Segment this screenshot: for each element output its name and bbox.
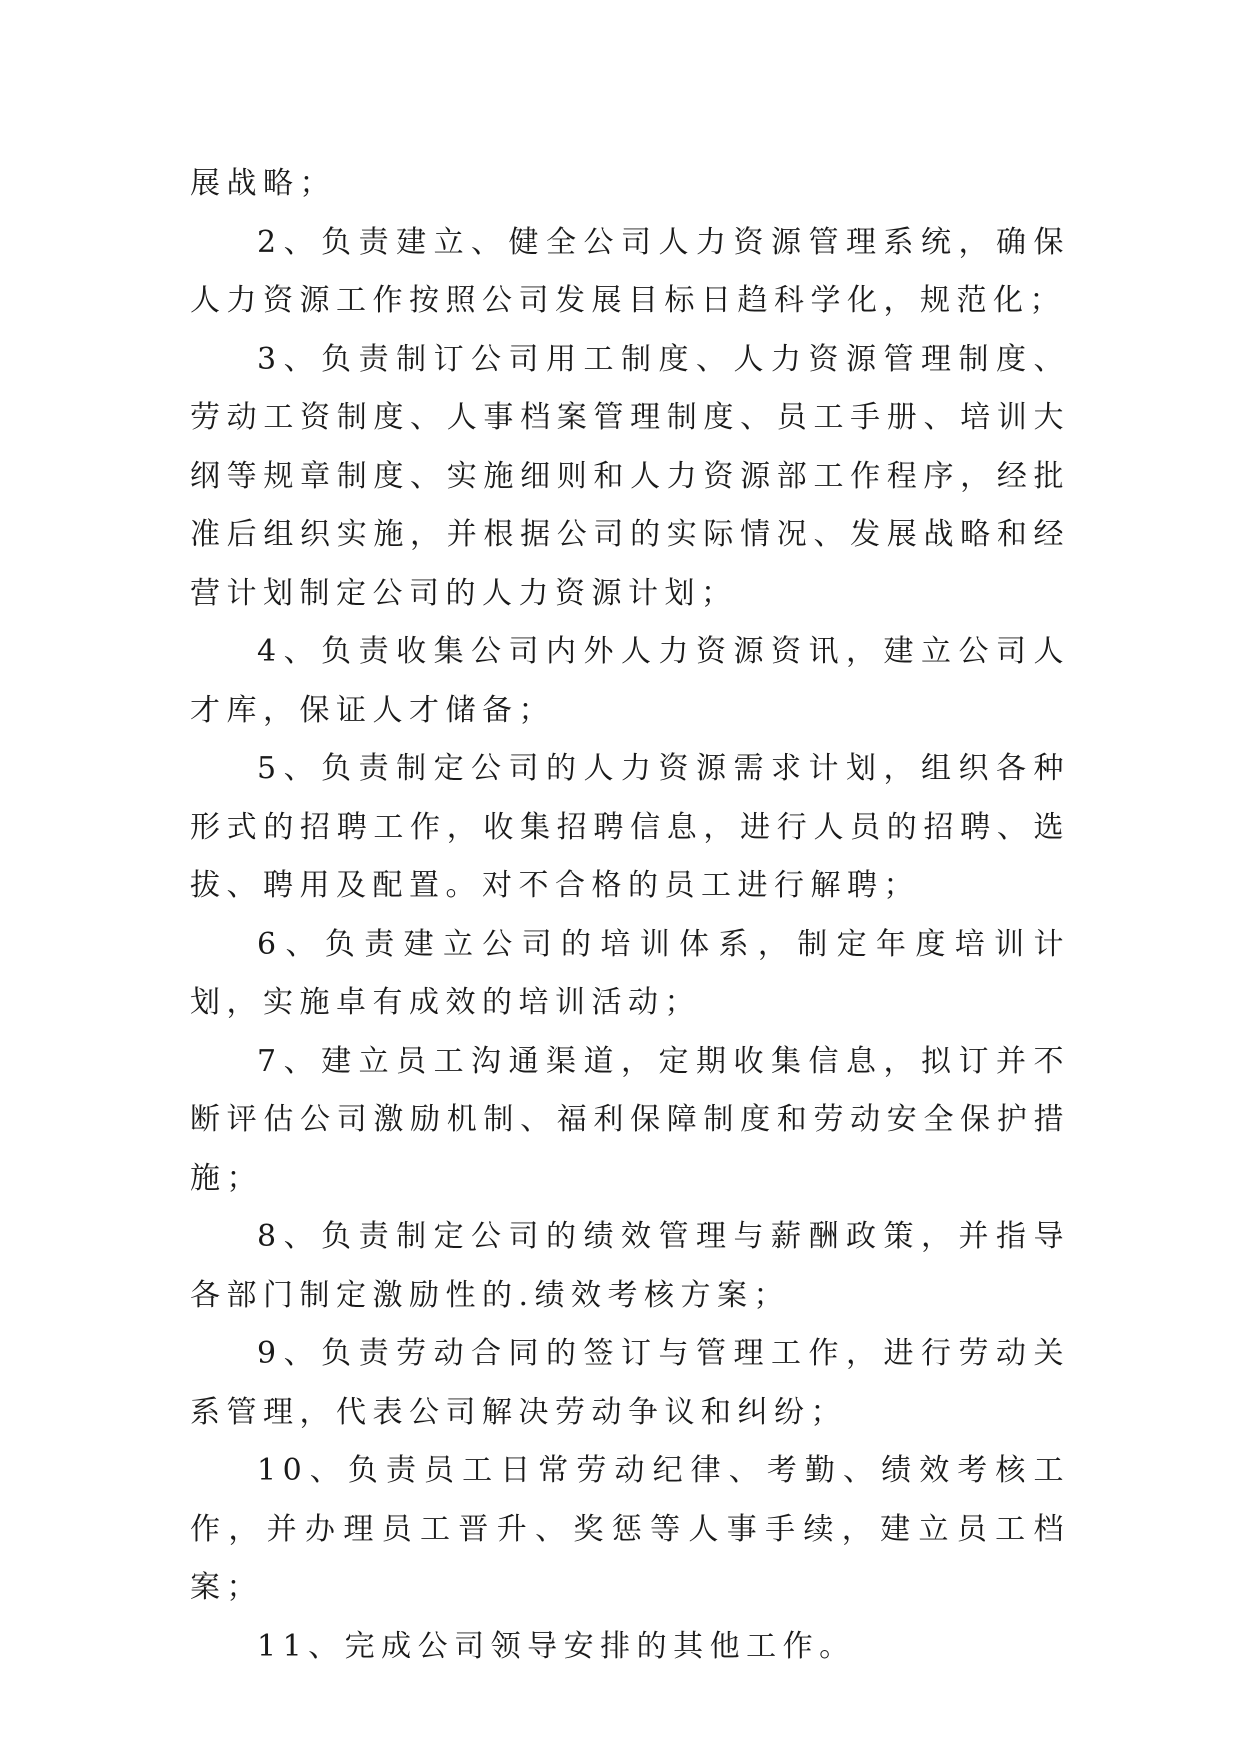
paragraph-item-9: 9、负责劳动合同的签订与管理工作，进行劳动关系管理，代表公司解决劳动争议和纠纷；	[190, 1336, 1070, 1430]
paragraph-item-11: 11、完成公司领导安排的其他工作。	[257, 1628, 856, 1664]
paragraph-item-4: 4、负责收集公司内外人力资源资讯，建立公司人才库，保证人才储备；	[190, 634, 1070, 728]
paragraph-item-5: 5、负责制定公司的人力资源需求计划，组织各种形式的招聘工作，收集招聘信息，进行人员的招聘、选拔、聘用及配置。对不合格的员工进行解聘；	[190, 751, 1070, 903]
paragraph-item-3: 3、负责制订公司用工制度、人力资源管理制度、劳动工资制度、人事档案管理制度、员工手册、培训大纲等规章制度、实施细则和人力资源部工作程序，经批准后组织实施，并根据公司的实际情况、发展战略和经营计划制定公司的人力资源计划；	[190, 341, 1070, 611]
document-body	[190, 155, 1070, 1676]
paragraph-item-7: 7、建立员工沟通渠道，定期收集信息，拟订并不断评估公司激励机制、福利保障制度和劳动安全保护措施；	[190, 1043, 1070, 1196]
paragraph-item-10: 10、负责员工日常劳动纪律、考勤、绩效考核工作，并办理员工晋升、奖惩等人事手续，建立员工档案；	[190, 1453, 1070, 1605]
paragraph-item-8: 8、负责制定公司的绩效管理与薪酬政策，并指导各部门制定激励性的.绩效考核方案；	[190, 1219, 1070, 1313]
paragraph-item-2: 2、负责建立、健全公司人力资源管理系统，确保人力资源工作按照公司发展目标日趋科学化，规范化；	[190, 224, 1070, 318]
paragraph-item-6: 6、负责建立公司的培训体系，制定年度培训计划，实施卓有成效的培训活动；	[190, 926, 1070, 1020]
paragraph-continuation: 展战略；	[190, 166, 336, 201]
